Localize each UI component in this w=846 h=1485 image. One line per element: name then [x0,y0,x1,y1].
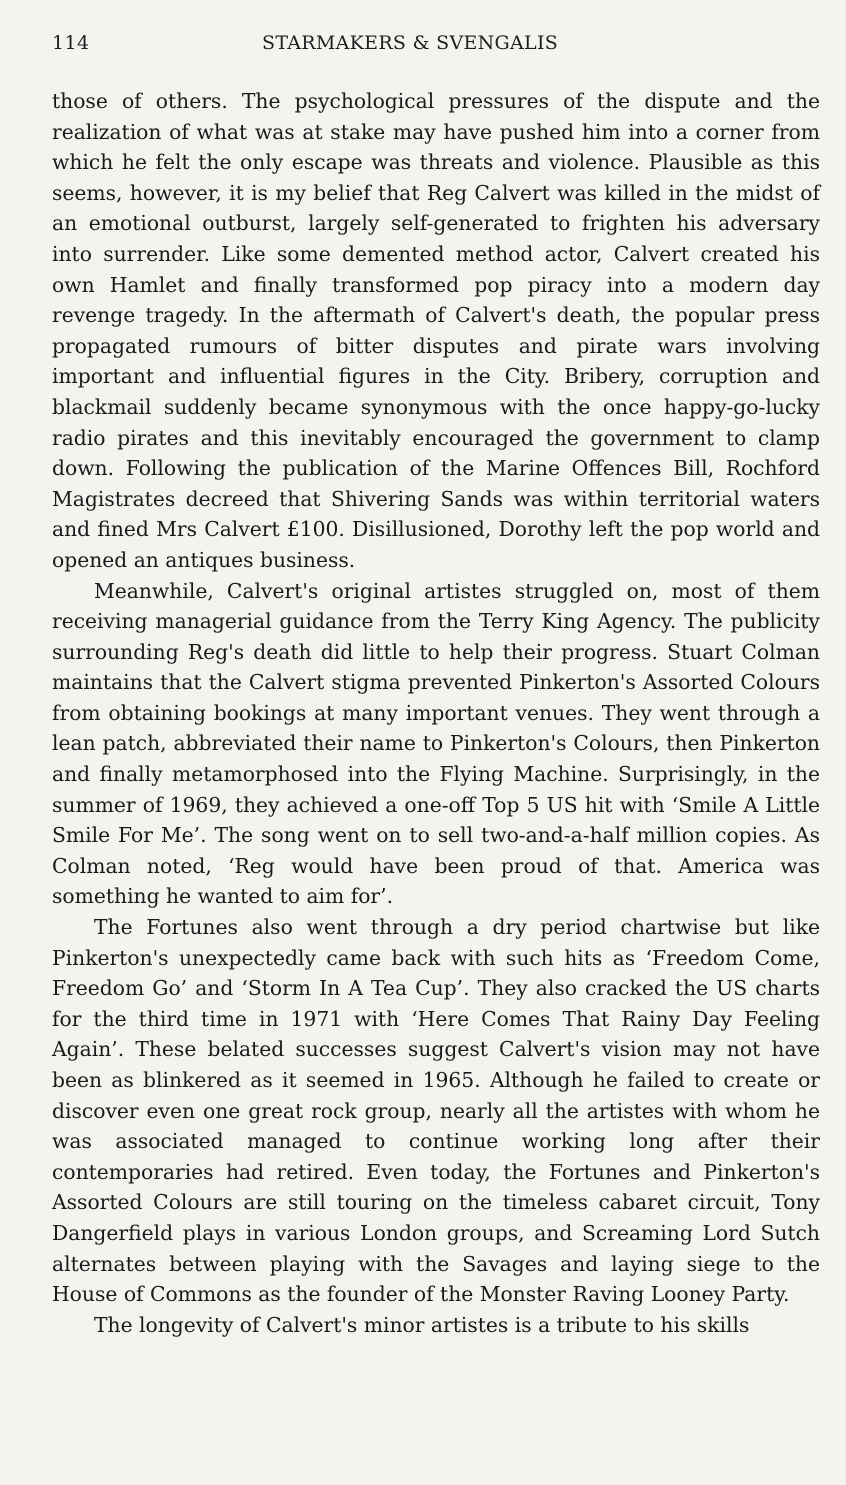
paragraph: The Fortunes also went through a dry period chartwise but like Pinkerton's unexpectedly came back with such hits as ‘Freedom Come, Freedom Go’ and ‘Storm In A Tea Cup’. They also cracked the US charts for the third time in 1971 with ‘Here Comes That Rainy Day Feeling Again’. These belated successes suggest Calvert's vision may not have been as blinkered as it seemed in 1965. Although he failed to create or discover even one great rock group, nearly all the artistes with whom he was associated managed to continue working long after their contemporaries had retired. Even today, the Fortunes and Pinkerton's Assorted Colours are still touring on the timeless cabaret circuit, Tony Dangerfield plays in various London groups, and Screaming Lord Sutch alternates between playing with the Savages and laying siege to the House of Commons as the founder of the Monster Raving Looney Party. [52,915,820,1307]
paragraph: Meanwhile, Calvert's original artistes struggled on, most of them receiving managerial guidance from the Terry King Agency. The publicity surrounding Reg's death did little to help their progress. Stuart Colman maintains that the Calvert stigma prevented Pinkerton's Assorted Colours from obtaining bookings at many important venues. They went through a lean patch, abbreviated their name to Pinkerton's Colours, then Pinkerton and finally metamorphosed into the Flying Machine. Surprisingly, in the summer of 1969, they achieved a one-off Top 5 US hit with ‘Smile A Little Smile For Me’. The song went on to sell two-and-a-half million copies. As Colman noted, ‘Reg would have been proud of that. America was something he wanted to aim for’. [52,578,820,909]
page-number: 114 [52,32,90,54]
running-title: STARMAKERS & SVENGALIS [262,32,559,54]
page-header [52,30,822,64]
paragraph-continued: those of others. The psychological pressures of the dispute and the realization of what was at stake may have pushed him into a corner from which he felt the only escape was threats and violence. Plausible as this seems, however, it is my belief that Reg Calvert was killed in the midst of an emotional outburst, largely self-generated to frighten his adversary into surrender. Like some demented method actor, Calvert created his own Hamlet and finally transformed pop piracy into a modern day revenge tragedy. In the aftermath of Calvert's death, the popular press propagated rumours of bitter disputes and pirate wars involving important and influential figures in the City. Bribery, corruption and blackmail suddenly became synonymous with the once happy-go-lucky radio pirates and this inevitably encouraged the government to clamp down. Following the publication of the Marine Offences Bill, Rochford Magistrates decreed that Shivering Sands was within territorial waters and fined Mrs Calvert £100. Disillusioned, Dorothy left the pop world and opened an antiques business. [52,89,820,572]
body-text [52,86,820,1340]
paragraph: The longevity of Calvert's minor artistes is a tribute to his skills [94,1312,750,1337]
